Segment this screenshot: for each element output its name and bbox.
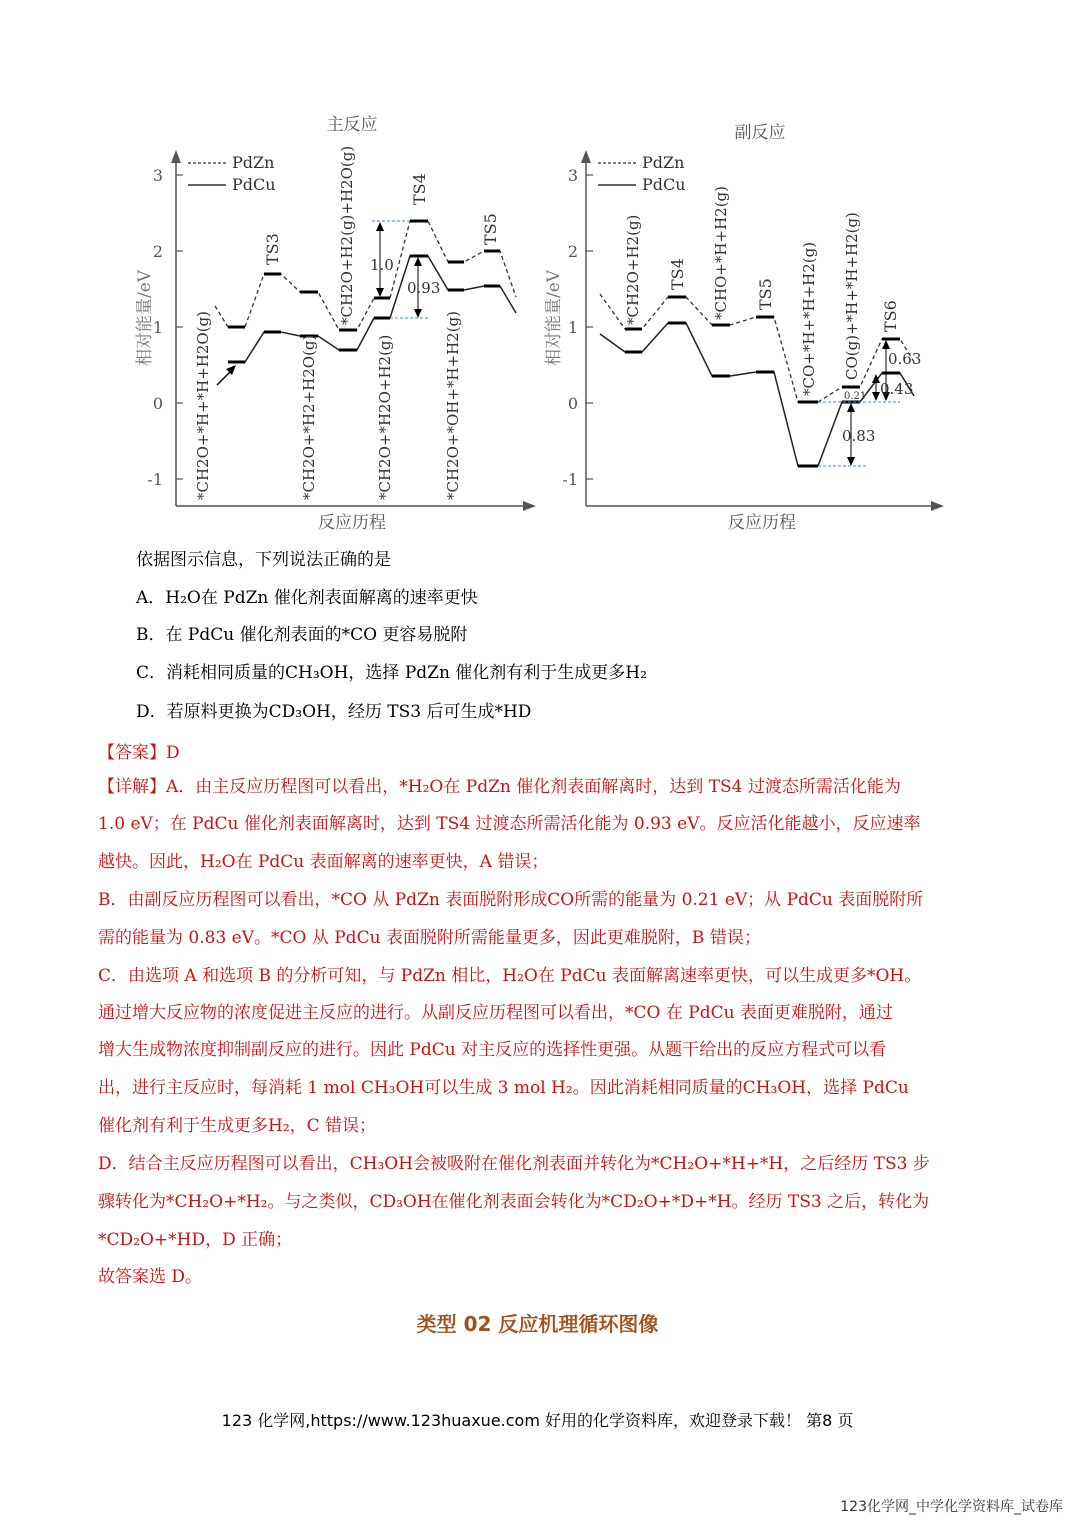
- detail-line-9: 出，进行主反应时，每消耗 1 mol CH₃OH可以生成 3 mol H₂。因此消耗相同质量的CH₃OH，选择 PdCu: [98, 1078, 909, 1098]
- section-heading: 类型 02 反应机理循环图像: [416, 1312, 659, 1336]
- main-y-tick-neg1: -1: [147, 470, 163, 489]
- main-species-2: *CH2O+*H2+H2O(g): [300, 334, 318, 500]
- side-y-axis-arrow: [581, 150, 591, 163]
- side-chart-title: 副反应: [734, 123, 786, 143]
- main-y-tick-2: 2: [152, 242, 163, 261]
- detail-line-2: 1.0 eV；在 PdCu 催化剂表面解离时，达到 TS4 过渡态所需活化能为 0.93 eV。反应活化能越小，反应速率: [98, 814, 921, 834]
- option-d: D．若原料更换为CD₃OH，经历 TS3 后可生成*HD: [136, 702, 532, 722]
- main-annot-2: 0.93: [407, 279, 441, 297]
- detail-line-7: 通过增大反应物的浓度促进主反应的进行。从副反应历程图可以看出，*CO 在 PdCu 表面更难脱附，通过: [98, 1003, 893, 1023]
- main-annot-2-head-bot: [414, 309, 422, 318]
- side-ts4-label: TS4: [668, 258, 687, 290]
- side-annot-043-head-bot: [872, 392, 880, 401]
- side-legend-pdcu: PdCu: [642, 175, 686, 194]
- option-a: A．H₂O在 PdZn 催化剂表面解离的速率更快: [136, 588, 478, 608]
- detail-line-6: C．由选项 A 和选项 B 的分析可知，与 PdZn 相比，H₂O在 PdCu 表面解离速率更快，可以生成更多*OH。: [98, 966, 922, 986]
- main-ts3-label: TS3: [263, 233, 282, 265]
- side-y-tick-0: 0: [567, 394, 578, 413]
- main-annot-1-head-bot: [376, 288, 384, 297]
- main-x-label: 反应历程: [318, 513, 386, 533]
- side-species-2: *CHO+*H+H2(g): [712, 185, 730, 320]
- main-species-5: *CH2O+*OH+*H+H2(g): [444, 311, 462, 500]
- detail-line-5: 需的能量为 0.83 eV。*CO 从 PdCu 表面脱附所需能量更多，因此更难脱附，B 错误；: [98, 928, 761, 948]
- page-footer: 123 化学网,https://www.123huaxue.com 好用的化学资料库，欢迎登录下载！ 第8 页: [221, 1411, 854, 1430]
- side-annot-021: 0.21: [844, 391, 867, 402]
- detail-line-3: 越快。因此，H₂O在 PdCu 表面解离的速率更快，A 错误；: [98, 852, 549, 872]
- main-ts5-label: TS5: [481, 213, 500, 245]
- main-pointer-arrowhead: [226, 365, 236, 375]
- main-annot-1: 1.0: [370, 256, 394, 274]
- side-y-tick-1: 1: [567, 318, 578, 337]
- side-annot-063: 0.63: [888, 350, 922, 368]
- watermark-text: 123化学网_中学化学资料库_试卷库: [840, 1499, 1063, 1515]
- detail-line-8: 增大生成物浓度抑制副反应的进行。因此 PdCu 对主反应的选择性更强。从题干给出的反应方程式可以看: [98, 1040, 887, 1060]
- main-y-axis-arrow: [171, 150, 181, 163]
- main-y-ticks: [176, 175, 183, 479]
- main-ts4-label: TS4: [410, 173, 429, 205]
- main-species-1: *CH2O+*H+*H+H2O(g): [194, 311, 212, 500]
- side-annot-043: 0.43: [880, 380, 914, 398]
- side-annot-083-head-bot: [847, 457, 855, 466]
- side-annot-063-head-top: [882, 340, 890, 349]
- main-reaction-chart: [135, 115, 536, 533]
- option-b: B．在 PdCu 催化剂表面的*CO 更容易脱附: [136, 625, 468, 645]
- side-reaction-chart: [544, 123, 944, 533]
- main-x-axis-arrow: [523, 501, 536, 511]
- main-annot-1-head-top: [376, 222, 384, 231]
- detail-line-10: 催化剂有利于生成更多H₂，C 错误；: [98, 1116, 377, 1136]
- main-pdzn-series: [215, 221, 516, 330]
- detail-line-1: 【详解】A．由主反应历程图可以看出，*H₂O在 PdZn 催化剂表面解离时，达到 TS4 过渡态所需活化能为: [98, 777, 901, 797]
- detail-line-14: 故答案选 D。: [98, 1267, 203, 1287]
- main-species-3: *CH2O+H2(g)+H2O(g): [338, 145, 356, 325]
- question-stem: 依据图示信息，下列说法正确的是: [136, 550, 391, 570]
- main-y-tick-0: 0: [152, 394, 163, 413]
- main-species-4: *CH2O+*H2O+H2(g): [376, 334, 394, 500]
- main-y-tick-1: 1: [152, 318, 163, 337]
- side-x-label: 反应历程: [728, 513, 796, 533]
- side-y-label: 相对能量/eV: [544, 269, 564, 367]
- answer-label: 【答案】D: [98, 743, 180, 763]
- side-ts6-label: TS6: [881, 300, 900, 332]
- side-annot-043-head-top: [872, 374, 880, 383]
- detail-line-12: 骤转化为*CH₂O+*H₂。与之类似，CD₃OH在催化剂表面会转化为*CD₂O+*D+*H。经历 TS3 之后，转化为: [98, 1192, 930, 1212]
- option-c: C．消耗相同质量的CH₃OH，选择 PdZn 催化剂有利于生成更多H₂: [136, 663, 647, 683]
- side-species-1: *CH2O+H2(g): [624, 214, 642, 325]
- side-annot-083-head-top: [847, 403, 855, 412]
- side-annot-083: 0.83: [842, 427, 876, 445]
- side-x-axis-arrow: [931, 501, 944, 511]
- side-species-4: CO(g)+*H+*H+H2(g): [843, 212, 861, 380]
- side-y-tick-neg1: -1: [562, 470, 578, 489]
- detail-line-11: D．结合主反应历程图可以看出，CH₃OH会被吸附在催化剂表面并转化为*CH₂O+*H+*H，之后经历 TS3 步: [98, 1154, 930, 1174]
- side-y-ticks: [586, 175, 593, 479]
- main-legend-pdzn: PdZn: [232, 153, 275, 172]
- energy-profile-charts: [0, 0, 1075, 540]
- detail-line-13: *CD₂O+*HD，D 正确；: [98, 1230, 293, 1250]
- main-y-label: 相对能量/eV: [135, 269, 155, 367]
- main-chart-title: 主反应: [326, 115, 378, 135]
- detail-line-4: B．由副反应历程图可以看出，*CO 从 PdZn 表面脱附形成CO所需的能量为 0.21 eV；从 PdCu 表面脱附所: [98, 890, 924, 910]
- main-legend-pdcu: PdCu: [232, 175, 276, 194]
- side-y-tick-2: 2: [567, 242, 578, 261]
- main-annot-2-head-top: [414, 257, 422, 266]
- side-species-3: *CO+*H+*H+H2(g): [800, 241, 818, 396]
- side-y-tick-3: 3: [567, 166, 578, 185]
- side-ts5-label: TS5: [756, 278, 775, 310]
- side-legend-pdzn: PdZn: [642, 153, 685, 172]
- main-y-tick-3: 3: [152, 166, 163, 185]
